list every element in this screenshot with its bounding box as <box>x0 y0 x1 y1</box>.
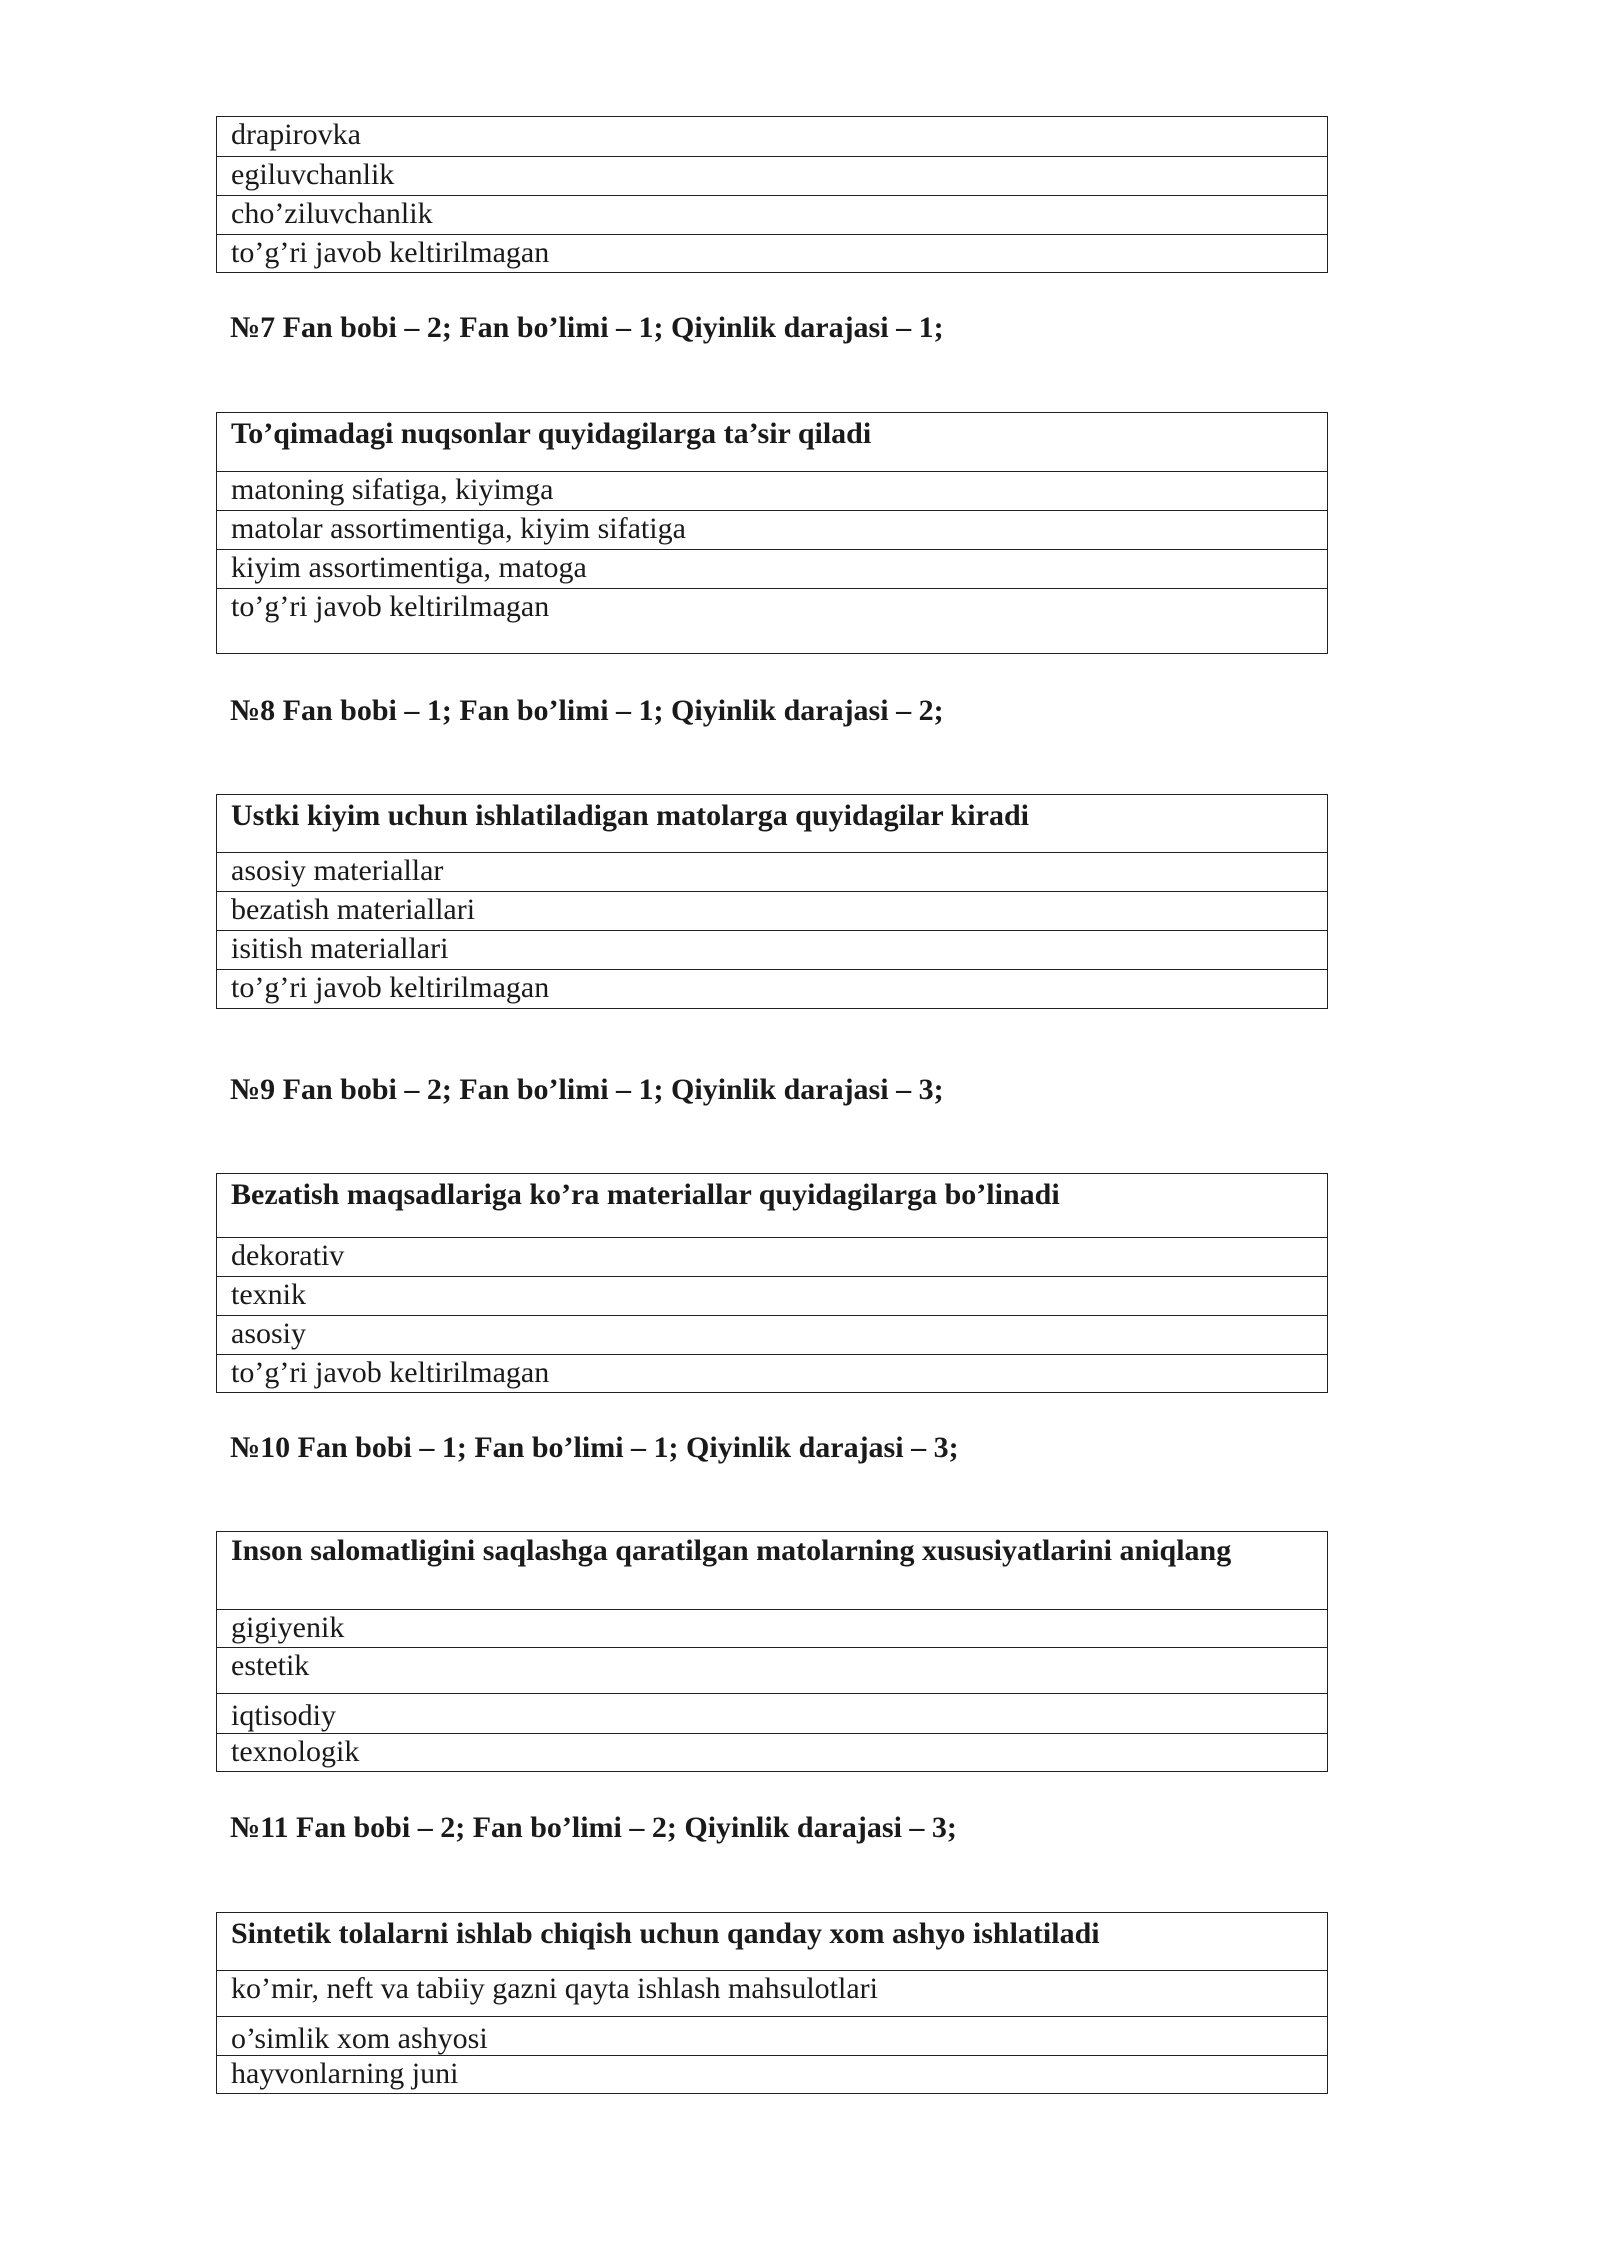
answer-option: cho’ziluvchanlik <box>217 195 1327 234</box>
question-heading-11: №11 Fan bobi – 2; Fan bo’limi – 2; Qiyinlik darajasi – 3; <box>230 1811 957 1844</box>
answer-option: matoning sifatiga, kiyimga <box>217 471 1327 510</box>
answer-option: to’g’ri javob keltirilmagan <box>217 1354 1327 1392</box>
question-table-7 <box>216 412 1328 654</box>
answer-option: asosiy <box>217 1315 1327 1354</box>
question-table-10 <box>216 1531 1328 1772</box>
answer-option: to’g’ri javob keltirilmagan <box>217 588 1327 653</box>
answer-option: texnik <box>217 1276 1327 1315</box>
answer-option: egiluvchanlik <box>217 156 1327 195</box>
answer-option: asosiy materiallar <box>217 852 1327 891</box>
question-text: Bezatish maqsadlariga ko’ra materiallar quyidagilarga bo’linadi <box>231 1178 1060 1211</box>
answer-option: hayvonlarning juni <box>217 2055 1327 2093</box>
question-table-9 <box>216 1173 1328 1393</box>
question-heading-9: №9 Fan bobi – 2; Fan bo’limi – 1; Qiyinlik darajasi – 3; <box>230 1073 944 1106</box>
question-heading-7: №7 Fan bobi – 2; Fan bo’limi – 1; Qiyinlik darajasi – 1; <box>230 311 944 344</box>
answer-option: ko’mir, neft va tabiiy gazni qayta ishlash mahsulotlari <box>217 1970 1327 2016</box>
answer-option: estetik <box>217 1647 1327 1693</box>
question-table-8 <box>216 794 1328 1009</box>
question-table-11 <box>216 1912 1328 2094</box>
answer-option: to’g’ri javob keltirilmagan <box>217 969 1327 1008</box>
question-text: Ustki kiyim uchun ishlatiladigan matolarga quyidagilar kiradi <box>231 799 1029 832</box>
answer-option: iqtisodiy <box>217 1693 1327 1733</box>
answer-option: bezatish materiallari <box>217 891 1327 930</box>
answer-table-q6 <box>216 116 1328 273</box>
answer-option: to’g’ri javob keltirilmagan <box>217 234 1327 272</box>
answer-option: kiyim assortimentiga, matoga <box>217 549 1327 588</box>
question-heading-8: №8 Fan bobi – 1; Fan bo’limi – 1; Qiyinlik darajasi – 2; <box>230 694 944 727</box>
question-heading-10: №10 Fan bobi – 1; Fan bo’limi – 1; Qiyinlik darajasi – 3; <box>230 1431 959 1464</box>
answer-option: texnologik <box>217 1733 1327 1771</box>
question-text: To’qimadagi nuqsonlar quyidagilarga ta’sir qiladi <box>231 417 872 450</box>
answer-option: isitish materiallari <box>217 930 1327 969</box>
question-text: Sintetik tolalarni ishlab chiqish uchun qanday xom ashyo ishlatiladi <box>231 1917 1100 1950</box>
answer-option: dekorativ <box>217 1237 1327 1276</box>
answer-option: matolar assortimentiga, kiyim sifatiga <box>217 510 1327 549</box>
answer-option: gigiyenik <box>217 1609 1327 1647</box>
answer-option: o’simlik xom ashyosi <box>217 2016 1327 2055</box>
question-text: Inson salomatligini saqlashga qaratilgan matolarning xususiyatlarini aniqlang <box>231 1534 1232 1567</box>
answer-option: drapirovka <box>231 118 361 151</box>
